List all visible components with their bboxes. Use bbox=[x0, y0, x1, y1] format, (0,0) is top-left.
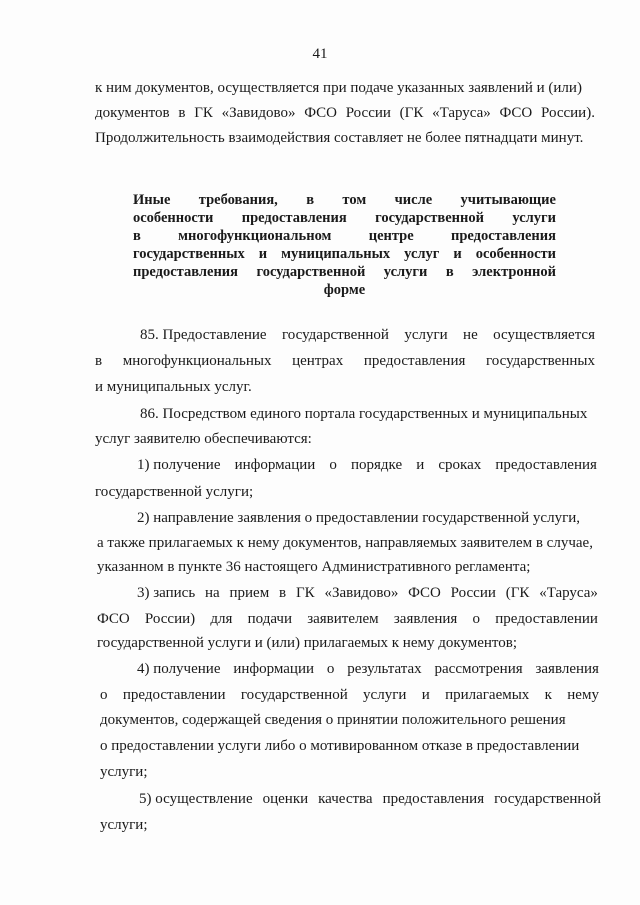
text-segment: к bbox=[544, 687, 552, 703]
text-segment: 86. Посредством единого портала государственных и муниципальных bbox=[140, 406, 588, 422]
text-segment: государственных bbox=[486, 353, 595, 369]
intro-line-1 bbox=[95, 79, 595, 97]
text-segment: заявления bbox=[535, 661, 599, 677]
text-segment: результатах bbox=[347, 661, 422, 677]
text-segment: ФСО bbox=[304, 105, 337, 121]
heading-line-6 bbox=[133, 281, 556, 299]
text-segment: документов, содержащей сведения о принятии положительного решения bbox=[100, 712, 566, 728]
body-line-item1-2 bbox=[95, 483, 595, 501]
text-segment: в bbox=[279, 585, 287, 601]
text-segment: (ГК bbox=[399, 105, 424, 121]
text-segment: Продолжительность взаимодействия составляет не более пятнадцати минут. bbox=[95, 130, 584, 146]
text-segment: ГК bbox=[194, 105, 213, 121]
text-segment: государственной bbox=[494, 791, 601, 807]
text-segment: государственной услуги; bbox=[95, 484, 254, 500]
text-segment: и муниципальных услуг. bbox=[95, 379, 252, 395]
text-segment: форме bbox=[323, 282, 366, 298]
text-segment: государственной bbox=[375, 210, 484, 226]
text-segment: оценки bbox=[262, 791, 309, 807]
text-segment: особенности bbox=[133, 210, 214, 226]
text-segment: услуги bbox=[383, 264, 428, 280]
text-segment: ГК bbox=[295, 585, 315, 601]
text-segment: услуги bbox=[512, 210, 556, 226]
intro-line-2 bbox=[95, 104, 595, 122]
text-segment: учитывающие bbox=[460, 192, 556, 208]
text-segment: и bbox=[258, 246, 268, 262]
text-segment: для bbox=[210, 611, 233, 627]
text-segment: государственной bbox=[256, 264, 366, 280]
text-segment: в bbox=[445, 264, 454, 280]
text-segment: о bbox=[100, 687, 108, 703]
body-line-item5-1 bbox=[139, 790, 601, 808]
heading-line-4 bbox=[133, 245, 556, 263]
text-segment: «Таруса» bbox=[432, 105, 491, 121]
text-segment: 4) получение bbox=[137, 661, 221, 677]
text-segment: прилагаемых bbox=[445, 687, 530, 703]
text-segment: предоставления bbox=[450, 228, 556, 244]
text-segment: осуществляется bbox=[493, 327, 595, 343]
text-segment: государственной bbox=[282, 327, 389, 343]
intro-line-3 bbox=[95, 129, 595, 147]
text-segment: предоставлении bbox=[122, 687, 226, 703]
body-line-item4-2 bbox=[100, 686, 599, 704]
text-segment: предоставления bbox=[241, 210, 347, 226]
text-segment: центре bbox=[368, 228, 414, 244]
heading-line-2 bbox=[133, 209, 556, 227]
text-segment: услуги bbox=[363, 687, 407, 703]
text-segment: качества bbox=[318, 791, 373, 807]
body-line-item2-2 bbox=[97, 534, 597, 552]
text-segment: к ним документов, осуществляется при подаче указанных заявлений и (или) bbox=[95, 80, 582, 96]
body-line-86-1 bbox=[140, 405, 595, 423]
body-line-item3-3 bbox=[97, 634, 597, 652]
body-line-item2-3 bbox=[97, 558, 597, 576]
text-segment: и bbox=[453, 246, 462, 262]
text-segment: центрах bbox=[292, 353, 344, 369]
text-segment: том bbox=[342, 192, 367, 208]
text-segment: ФСО bbox=[499, 105, 533, 121]
text-segment: в bbox=[178, 105, 186, 121]
text-segment: заявления bbox=[393, 611, 458, 627]
text-segment: 5) осуществление bbox=[139, 791, 253, 807]
text-segment: предоставления bbox=[495, 457, 597, 473]
text-segment: услуги; bbox=[100, 817, 148, 833]
text-segment: подачи bbox=[247, 611, 292, 627]
text-segment: (ГК bbox=[505, 585, 530, 601]
text-segment: предоставления bbox=[363, 353, 466, 369]
text-segment: не bbox=[463, 327, 478, 343]
body-line-item5-2 bbox=[100, 816, 600, 834]
text-segment: государственной bbox=[240, 687, 348, 703]
text-segment: «Таруса» bbox=[539, 585, 598, 601]
text-segment: о bbox=[329, 457, 337, 473]
body-line-85-1 bbox=[140, 326, 595, 344]
text-segment: многофункциональном bbox=[178, 228, 332, 244]
text-segment: на bbox=[205, 585, 220, 601]
text-segment: 2) направление заявления о предоставлении государственной услуги, bbox=[137, 510, 581, 526]
text-segment: информации bbox=[234, 457, 316, 473]
body-line-86-2 bbox=[95, 430, 595, 448]
text-segment: 85. Предоставление bbox=[140, 327, 267, 343]
body-line-85-2 bbox=[95, 352, 595, 370]
heading-line-3 bbox=[133, 227, 556, 245]
text-segment: Иные bbox=[133, 192, 171, 208]
text-segment: информации bbox=[233, 661, 315, 677]
text-segment: а также прилагаемых к нему документов, направляемых заявителем в случае, bbox=[97, 535, 593, 551]
text-segment: ФСО bbox=[97, 611, 130, 627]
text-segment: предоставлении bbox=[495, 611, 598, 627]
text-segment: России). bbox=[540, 105, 595, 121]
text-segment: услуг заявителю обеспечиваются: bbox=[95, 431, 312, 447]
text-segment: нему bbox=[567, 687, 599, 703]
body-line-item2-1 bbox=[137, 509, 597, 527]
text-segment: 1) получение bbox=[137, 457, 221, 473]
body-line-item1-1 bbox=[137, 456, 597, 474]
text-segment: государственной услуги и (или) прилагаемых к нему документов; bbox=[97, 635, 518, 651]
text-segment: услуги bbox=[404, 327, 448, 343]
text-segment: порядке bbox=[351, 457, 403, 473]
text-segment: о предоставлении услуги либо о мотивированном отказе в предоставлении bbox=[100, 738, 580, 754]
text-segment: муниципальных bbox=[281, 246, 391, 262]
text-segment: требования, bbox=[198, 192, 278, 208]
text-segment: предоставления bbox=[133, 264, 238, 280]
text-segment: услуг bbox=[404, 246, 440, 262]
text-segment: электронной bbox=[472, 264, 556, 280]
text-segment: России) bbox=[144, 611, 196, 627]
text-segment: в bbox=[95, 353, 103, 369]
body-line-item4-1 bbox=[137, 660, 599, 678]
text-segment: ФСО bbox=[408, 585, 441, 601]
body-line-85-3 bbox=[95, 378, 595, 396]
text-segment: в bbox=[133, 228, 141, 244]
page-number: 41 bbox=[312, 46, 328, 62]
body-line-item3-2 bbox=[97, 610, 598, 628]
text-segment: о bbox=[326, 661, 335, 677]
text-segment: «Завидово» bbox=[221, 105, 296, 121]
text-segment: многофункциональных bbox=[122, 353, 272, 369]
text-segment: документов bbox=[95, 105, 170, 121]
text-segment: сроках bbox=[438, 457, 482, 473]
text-segment: заявителем bbox=[307, 611, 379, 627]
text-segment: услуги; bbox=[100, 764, 148, 780]
text-segment: рассмотрения bbox=[434, 661, 523, 677]
heading-line-1 bbox=[133, 191, 556, 209]
text-segment: прием bbox=[229, 585, 270, 601]
text-segment: и bbox=[416, 457, 425, 473]
body-line-item4-4 bbox=[100, 737, 600, 755]
text-segment: России bbox=[450, 585, 496, 601]
text-segment: о bbox=[472, 611, 481, 627]
text-segment: числе bbox=[394, 192, 433, 208]
text-segment: и bbox=[421, 687, 430, 703]
text-segment: России bbox=[345, 105, 391, 121]
text-segment: указанном в пункте 36 настоящего Административного регламента; bbox=[97, 559, 531, 575]
text-segment: особенности bbox=[475, 246, 556, 262]
heading-line-5 bbox=[133, 263, 556, 281]
body-line-item4-5 bbox=[100, 763, 600, 781]
text-segment: государственных bbox=[133, 246, 245, 262]
text-segment: предоставления bbox=[382, 791, 485, 807]
body-line-item4-3 bbox=[100, 711, 600, 729]
text-segment: «Завидово» bbox=[324, 585, 399, 601]
text-segment: 3) запись bbox=[137, 585, 196, 601]
body-line-item3-1 bbox=[137, 584, 598, 602]
text-segment: в bbox=[306, 192, 315, 208]
